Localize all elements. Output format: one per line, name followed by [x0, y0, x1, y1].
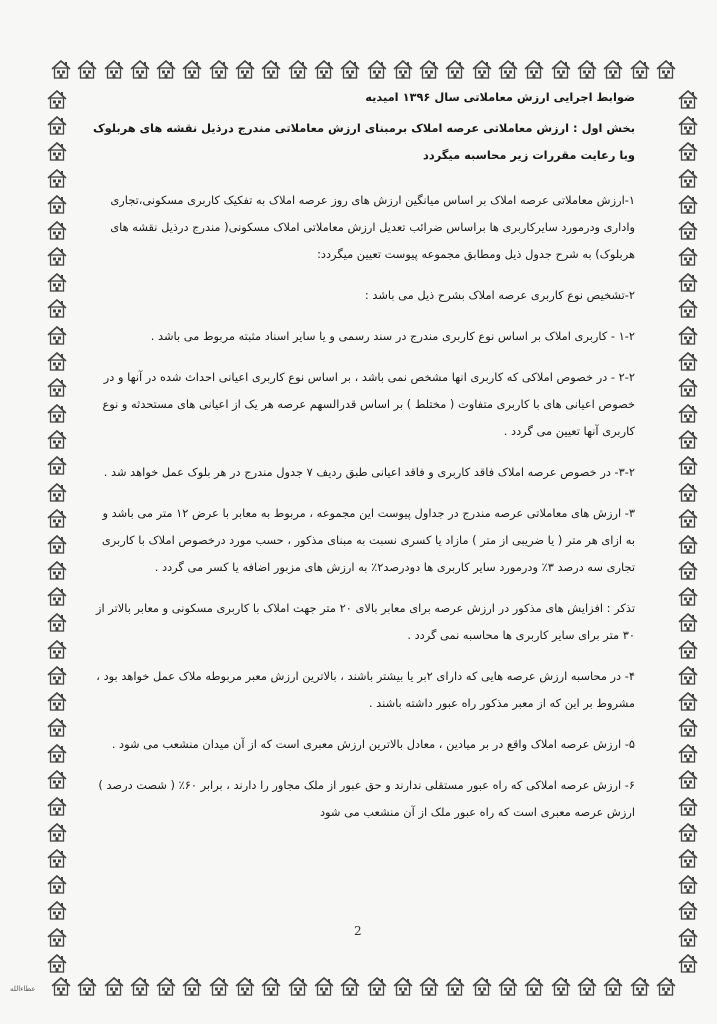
house-icon — [576, 975, 598, 997]
house-icon — [313, 975, 335, 997]
house-icon — [46, 428, 68, 450]
house-icon — [392, 58, 414, 80]
paragraph-2: ۲-تشخیص نوع کاربری عرصه املاک بشرح ذیل می باشد : — [364, 288, 635, 302]
house-icon — [677, 245, 699, 267]
house-icon — [677, 847, 699, 869]
house-icon — [677, 376, 699, 398]
house-icon — [46, 402, 68, 424]
house-icon — [46, 245, 68, 267]
page-number: 2 — [354, 924, 362, 938]
house-icon — [339, 58, 361, 80]
house-icon — [677, 664, 699, 686]
house-icon — [677, 219, 699, 241]
house-icon — [46, 507, 68, 529]
house-icon — [46, 454, 68, 476]
house-icon — [181, 58, 203, 80]
house-icon — [50, 975, 72, 997]
house-icon — [46, 795, 68, 817]
border-left — [46, 88, 72, 974]
house-icon — [46, 899, 68, 921]
house-icon — [46, 716, 68, 738]
house-icon — [677, 324, 699, 346]
house-icon — [103, 975, 125, 997]
house-icon — [523, 975, 545, 997]
house-icon — [46, 821, 68, 843]
border-bottom — [50, 975, 677, 1001]
section-heading: بخش اول : ارزش معاملاتی عرصه املاک برمبنای ارزش معاملاتی مندرج درذیل نقشه های هربلوک وبا رعایت مقررات زیر محاسبه میگردد — [92, 121, 635, 162]
house-icon — [313, 58, 335, 80]
house-icon — [677, 533, 699, 555]
house-icon — [46, 690, 68, 712]
house-icon — [677, 88, 699, 110]
house-icon — [50, 58, 72, 80]
paragraph-5: ۵- ارزش عرصه املاک واقع در بر میادین ، معادل بالاترین ارزش معبری است که از آن میدان منشعب می شود . — [111, 737, 635, 751]
house-icon — [129, 58, 151, 80]
house-icon — [339, 975, 361, 997]
house-icon — [444, 58, 466, 80]
house-icon — [46, 768, 68, 790]
house-icon — [46, 585, 68, 607]
house-icon — [550, 58, 572, 80]
house-icon — [234, 58, 256, 80]
house-icon — [76, 58, 98, 80]
house-icon — [655, 58, 677, 80]
house-icon — [46, 114, 68, 136]
house-icon — [677, 428, 699, 450]
house-icon — [103, 58, 125, 80]
house-icon — [208, 975, 230, 997]
house-icon — [677, 716, 699, 738]
house-icon — [46, 193, 68, 215]
house-icon — [602, 975, 624, 997]
house-icon — [46, 611, 68, 633]
house-icon — [444, 975, 466, 997]
house-icon — [677, 926, 699, 948]
house-icon — [677, 873, 699, 895]
border-right — [677, 88, 703, 974]
document-title: ضوابط اجرایی ارزش معاملاتی سال ۱۳۹۶ امیدیه — [365, 90, 635, 104]
paragraph-4: ۴- در محاسبه ارزش عرصه هایی که دارای ۲بر یا بیشتر باشند ، بالاترین ارزش معبر مربوطه ملاک عمل خواهد بود ، مشروط بر این که از معبر مذکور راه عبور داشته باشند . — [96, 669, 635, 710]
house-icon — [46, 926, 68, 948]
house-icon — [46, 219, 68, 241]
house-icon — [677, 585, 699, 607]
house-icon — [392, 975, 414, 997]
house-icon — [46, 324, 68, 346]
house-icon — [260, 58, 282, 80]
house-icon — [677, 193, 699, 215]
house-icon — [46, 167, 68, 189]
paragraph-2-1: ۱-۲ - کاربری املاک بر اساس نوع کاربری مندرج در سند رسمی و یا سایر اسناد مثبته مربوط می باشد . — [150, 329, 635, 343]
house-icon — [46, 297, 68, 319]
house-icon — [46, 271, 68, 293]
house-icon — [677, 114, 699, 136]
corner-mark: عطاء‌الله — [10, 985, 36, 993]
paragraph-6: ۶- ارزش عرصه املاکی که راه عبور مستقلی ندارند و حق عبور از ملک مجاور را دارند ، برابر ۶۰٪ ( شصت درصد ) ارزش عرصه معبری است که راه عبور ملک از آن منشعب می شود — [98, 778, 635, 819]
note-paragraph: تذکر : افزایش های مذکور در ارزش عرصه برای معابر بالای ۲۰ متر جهت املاک با کاربری مسکونی و معابر بالاتر از ۳۰ متر برای سایر کاربری ها محاسبه نمی گردد . — [96, 601, 635, 642]
house-icon — [418, 58, 440, 80]
house-icon — [287, 975, 309, 997]
document-body — [90, 84, 635, 840]
house-icon — [46, 140, 68, 162]
house-icon — [46, 350, 68, 372]
house-icon — [629, 975, 651, 997]
house-icon — [677, 271, 699, 293]
house-icon — [677, 507, 699, 529]
border-top — [50, 58, 677, 84]
house-icon — [629, 58, 651, 80]
house-icon — [677, 795, 699, 817]
house-icon — [76, 975, 98, 997]
house-icon — [418, 975, 440, 997]
house-icon — [677, 167, 699, 189]
house-icon — [46, 481, 68, 503]
house-icon — [46, 952, 68, 974]
house-icon — [366, 58, 388, 80]
house-icon — [46, 533, 68, 555]
house-icon — [497, 58, 519, 80]
house-icon — [576, 58, 598, 80]
house-icon — [677, 350, 699, 372]
house-icon — [677, 638, 699, 660]
house-icon — [523, 58, 545, 80]
house-icon — [366, 975, 388, 997]
house-icon — [129, 975, 151, 997]
house-icon — [46, 638, 68, 660]
house-icon — [46, 559, 68, 581]
house-icon — [677, 611, 699, 633]
paragraph-1: ۱-ارزش معاملاتی عرصه املاک بر اساس میانگین ارزش های روز عرصه املاک به تفکیک کاربری مسکونی،تجاری واداری ودرمورد سایرکاربری ها براساس ضرائب تعدیل ارزش معاملاتی املاک مسکونی( مندرج درذیل نقشه های هربلوک) به شرح جدول ذیل ومطابق مجموعه پیوست تعیین میگردد: — [110, 193, 635, 261]
house-icon — [208, 58, 230, 80]
house-icon — [677, 402, 699, 424]
house-icon — [497, 975, 519, 997]
house-icon — [677, 768, 699, 790]
house-icon — [234, 975, 256, 997]
house-icon — [677, 952, 699, 974]
house-icon — [260, 975, 282, 997]
house-icon — [46, 742, 68, 764]
house-icon — [46, 88, 68, 110]
house-icon — [602, 58, 624, 80]
paragraph-2-3: ۳-۲- در خصوص عرصه املاک فاقد کاربری و فاقد اعیانی طبق ردیف ۷ جدول مندرج در هر بلوک عمل خواهد شد . — [103, 465, 635, 479]
house-icon — [46, 847, 68, 869]
house-icon — [471, 975, 493, 997]
house-icon — [655, 975, 677, 997]
house-icon — [677, 899, 699, 921]
house-icon — [155, 58, 177, 80]
house-icon — [46, 873, 68, 895]
house-icon — [677, 481, 699, 503]
house-icon — [550, 975, 572, 997]
house-icon — [677, 821, 699, 843]
house-icon — [155, 975, 177, 997]
house-icon — [677, 454, 699, 476]
house-icon — [46, 376, 68, 398]
house-icon — [287, 58, 309, 80]
house-icon — [677, 140, 699, 162]
house-icon — [471, 58, 493, 80]
house-icon — [46, 664, 68, 686]
paragraph-2-2: ۲-۲ - در خصوص املاکی که کاربری انها مشخص نمی باشد ، بر اساس نوع کاربری اعیانی احداث شده در آنها و در خصوص اعیانی های با کاربری متفاوت ( مختلط ) بر اساس قدرالسهم عرصه هر یک از اعیانی های مستحدثه و نوع کاربری آنها تعیین می گردد . — [102, 370, 635, 438]
house-icon — [677, 690, 699, 712]
house-icon — [677, 297, 699, 319]
house-icon — [181, 975, 203, 997]
house-icon — [677, 742, 699, 764]
house-icon — [677, 559, 699, 581]
paragraph-3: ۳- ارزش های معاملاتی عرصه مندرج در جداول پیوست این مجموعه ، مربوط به معابر با عرض ۱۲ متر می باشد و به ازای هر متر ( یا ضریبی از متر ) مازاد یا کسری نسبت به مبنای مذکور ، حسب مورد درخصوص املاک با کاربری تجاری سه درصد ۳٪ ودرمورد سایر کاربری ها دودرصد۲٪ به ارزش های مزبور اضافه یا کسر می گردد . — [101, 506, 635, 574]
